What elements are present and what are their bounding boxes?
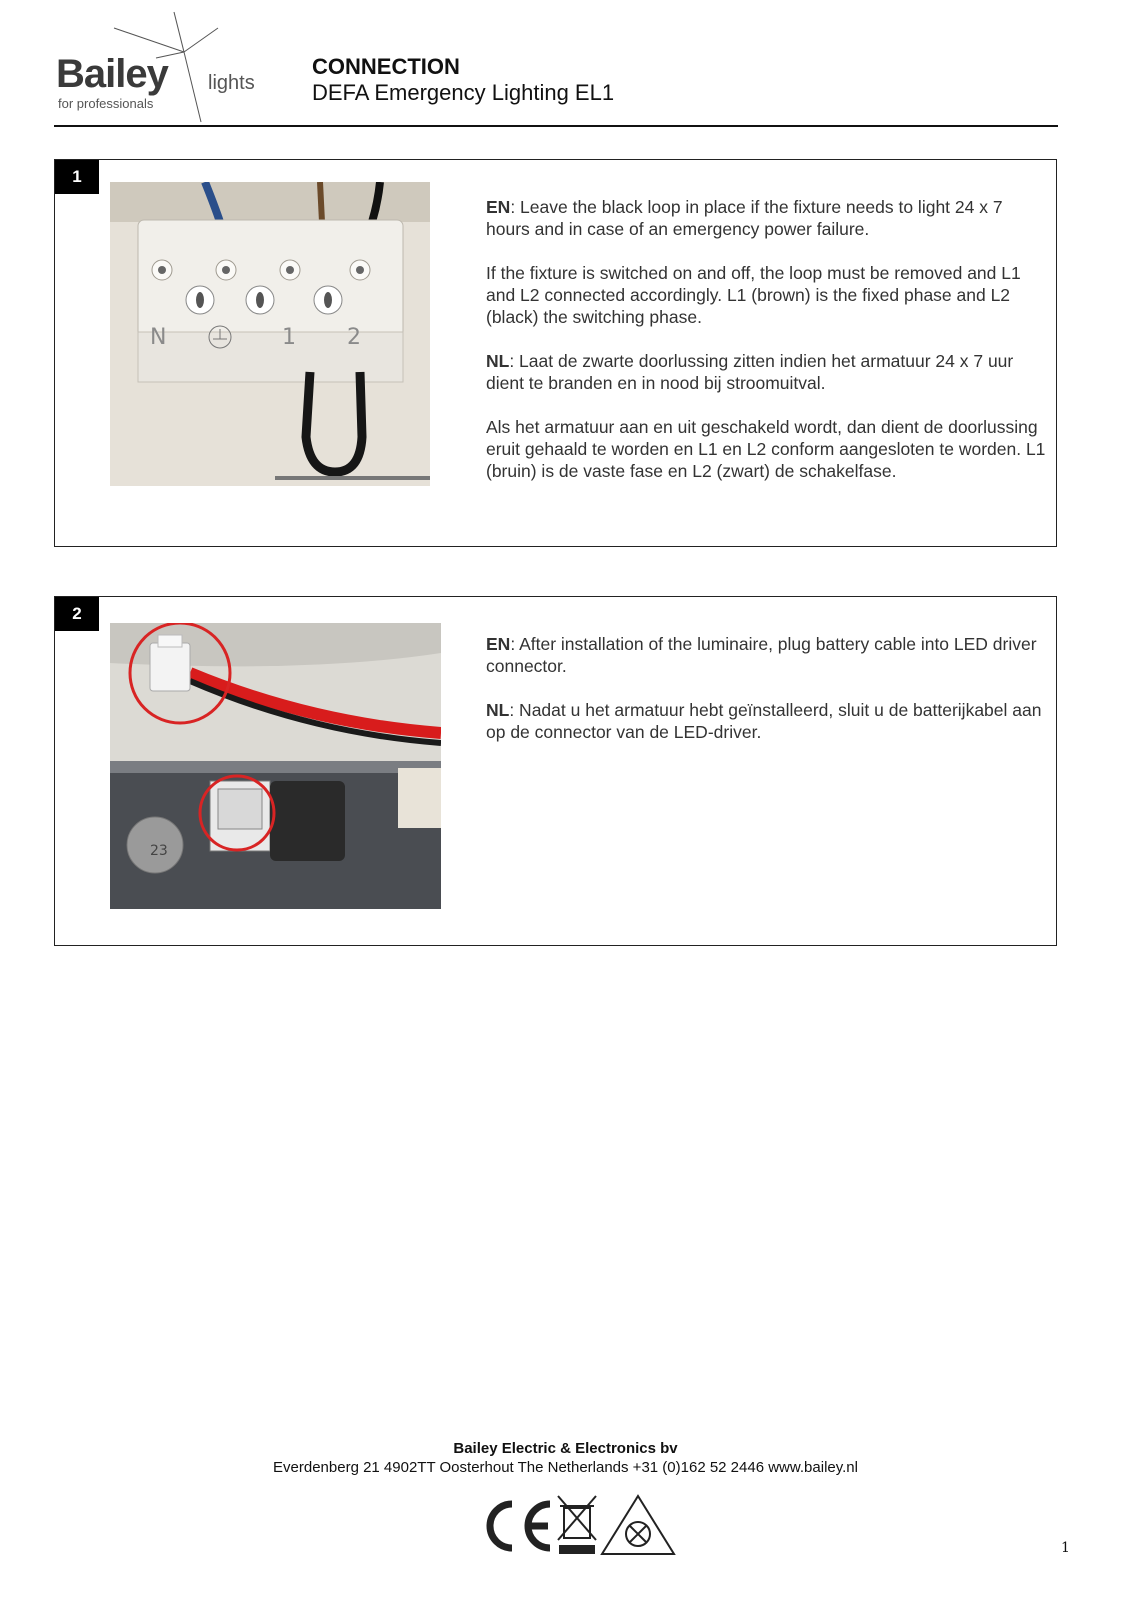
nl-label: NL <box>486 351 510 371</box>
svg-text:23: 23 <box>150 843 168 859</box>
page-number: 1 <box>1061 1540 1070 1556</box>
step-number: 1 <box>55 160 99 194</box>
en-text: : After installation of the luminaire, plug battery cable into LED driver connector. <box>486 634 1037 676</box>
en-text: : Leave the black loop in place if the fixture needs to light 24 x 7 hours and in case of an emergency power failure. <box>486 197 1003 239</box>
step-number: 2 <box>55 597 99 631</box>
triangle-class-icon <box>602 1496 674 1554</box>
terminal-label-2: 2 <box>347 325 361 350</box>
logo-wordmark: Bailey <box>56 52 168 96</box>
step-2-en-paragraph <box>486 633 1046 677</box>
step-1-nl-paragraph <box>486 350 1046 394</box>
ce-mark <box>490 1504 550 1548</box>
nl-text: : Laat de zwarte doorlussing zitten indien het armatuur 24 x 7 uur dient te branden en in nood bij stroomuitval. <box>486 351 1014 393</box>
step-2-instructions <box>486 633 1046 765</box>
footer-company: Bailey Electric & Electronics bv <box>453 1440 678 1457</box>
step-2-nl-paragraph <box>486 699 1046 743</box>
weee-bin-icon <box>558 1496 596 1553</box>
en-label: EN <box>486 634 511 654</box>
footer-address: Everdenberg 21 4902TT Oosterhout The Netherlands +31 (0)162 52 2446 www.bailey.nl <box>273 1459 858 1476</box>
terminal-label-n: N <box>150 325 167 350</box>
header-divider <box>54 125 1058 127</box>
step-1-instructions <box>486 196 1046 504</box>
document-title: CONNECTION <box>312 54 460 79</box>
step-1-panel <box>54 159 1057 547</box>
bailey-logo <box>56 10 266 125</box>
battery-connector-photo <box>110 623 441 909</box>
terminal-label-1: 1 <box>282 325 296 350</box>
document-subtitle: DEFA Emergency Lighting EL1 <box>312 80 615 105</box>
nl-text: : Nadat u het armatuur hebt geïnstalleerd, sluit u de batterijkabel aan op de connector van de LED-driver. <box>486 700 1042 742</box>
en-label: EN <box>486 197 511 217</box>
step-2-panel <box>54 596 1057 946</box>
logo-lights: lights <box>208 72 255 94</box>
nl-label: NL <box>486 700 510 720</box>
step-1-nl-paragraph-2: Als het armatuur aan en uit geschakeld wordt, dan dient de doorlussing eruit gehaald te worden en L1 en L2 conform aangesloten te worden. L1 (bruin) is de vaste fase en L2 (zwart) de schakelfase. <box>486 417 1046 481</box>
step-1-en-paragraph-2: If the fixture is switched on and off, the loop must be removed and L1 and L2 connected accordingly. L1 (brown) is the fixed phase and L2 (black) the switching phase. <box>486 263 1021 327</box>
terminal-block-photo <box>110 182 430 486</box>
logo-tagline: for professionals <box>58 96 154 111</box>
step-1-en-paragraph <box>486 196 1046 240</box>
certification-marks <box>478 1492 678 1563</box>
